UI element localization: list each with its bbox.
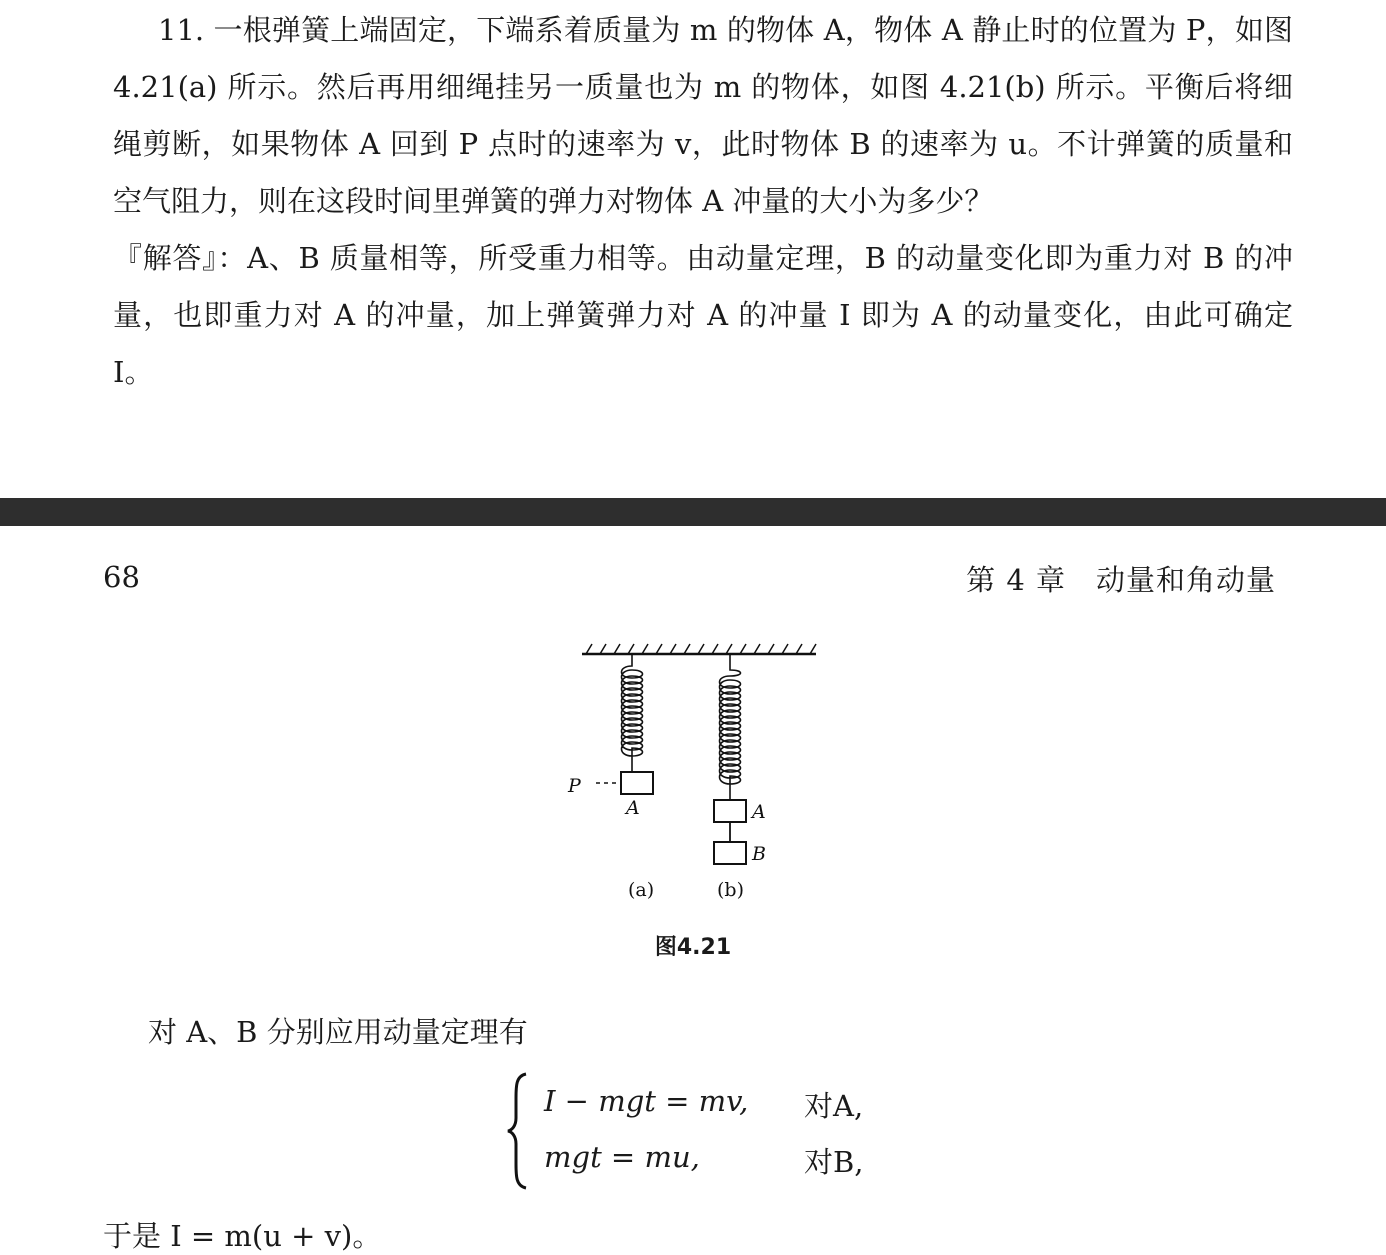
spring-b bbox=[720, 654, 741, 800]
equation-2: mgt = mu, bbox=[544, 1140, 700, 1174]
label-p: P bbox=[568, 775, 581, 797]
block-b bbox=[714, 842, 746, 864]
sublabel-b: (b) bbox=[717, 879, 744, 901]
solution-intro: 对 A、B 分别应用动量定理有 bbox=[148, 1015, 528, 1049]
figure-caption: 图4.21 bbox=[654, 935, 732, 960]
label-a-fig-b: A bbox=[752, 801, 766, 823]
equation-1-label: 对A, bbox=[804, 1089, 864, 1123]
conclusion: 于是 I = m(u + v)。 bbox=[103, 1219, 382, 1253]
sublabel-a: (a) bbox=[628, 879, 655, 901]
page-number: 68 bbox=[103, 560, 140, 594]
answer-text: 『解答』：A、B 质量相等，所受重力相等。由动量定理，B 的动量变化即为重力对 B 的冲量，也即重力对 A 的冲量，加上弹簧弹力对 A 的冲量 I 即为 A 的动量变化，由此可确定 I。 bbox=[113, 241, 1293, 389]
equation-1: I − mgt = mv, bbox=[544, 1084, 749, 1118]
problem-text: 11. 一根弹簧上端固定，下端系着质量为 m 的物体 A，物体 A 静止时的位置为 P，如图 4.21(a) 所示。然后再用细绳挂另一质量也为 m 的物体，如图 4.21(b) 所示。平衡后将细绳剪断，如果物体 A 回到 P 点时的速率为 v，此时物体 B 的速率为 u。不计弹簧的质量和空气阻力，则在这段时间里弹簧的弹力对物体 A 冲量的大小为多少？ bbox=[113, 13, 1293, 218]
block-a-fig-b bbox=[714, 800, 746, 822]
block-a-fig-a bbox=[621, 772, 653, 794]
equation-2-label: 对B, bbox=[804, 1145, 864, 1179]
left-brace bbox=[506, 1072, 532, 1190]
label-a-fig-a: A bbox=[626, 797, 640, 819]
page-separator bbox=[0, 498, 1386, 526]
lower-page bbox=[0, 526, 1386, 1254]
ceiling-hatch bbox=[586, 644, 816, 654]
chapter-header: 第 4 章 动量和角动量 bbox=[966, 563, 1276, 597]
spring-a bbox=[622, 654, 643, 772]
label-b: B bbox=[752, 843, 766, 865]
spring-figure bbox=[560, 634, 830, 934]
upper-page bbox=[0, 0, 1386, 498]
